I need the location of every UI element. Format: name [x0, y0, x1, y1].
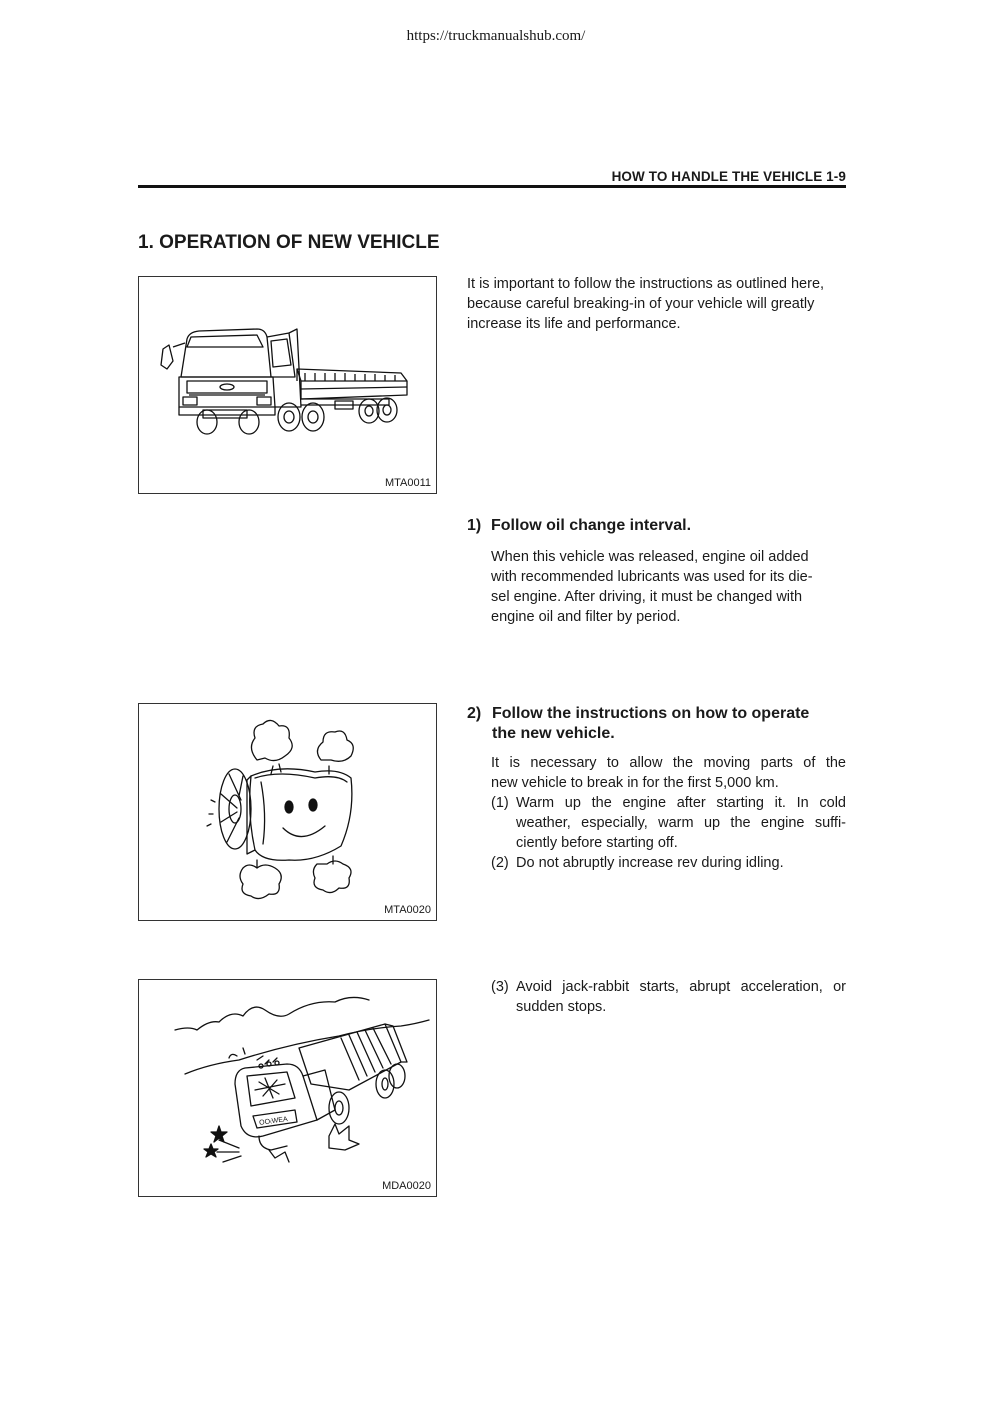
- figure-engine: [138, 703, 437, 921]
- subitem-3: [491, 977, 846, 1017]
- subitem-number: (1): [491, 795, 509, 811]
- intro-paragraph: [467, 274, 847, 334]
- figure-code: MDA0020: [382, 1180, 431, 1192]
- item2-line: new vehicle to break in for the first 5,000 km.: [491, 775, 779, 791]
- item1-line: with recommended lubricants was used for its die-: [491, 569, 813, 585]
- subitem-2: [491, 853, 846, 873]
- item1-heading: [467, 516, 847, 536]
- intro-line: increase its life and performance.: [467, 316, 681, 332]
- intro-line: It is important to follow the instructions as outlined here,: [467, 276, 825, 292]
- item1-line: When this vehicle was released, engine oil added: [491, 549, 809, 565]
- subitem-number: (2): [491, 855, 509, 871]
- subitem-line: ciently before starting off.: [516, 835, 678, 851]
- figure-crash: [138, 979, 437, 1197]
- figure-truck: [138, 276, 437, 494]
- subitem-line: Avoid jack-rabbit starts, abrupt acceleration, or: [516, 979, 846, 995]
- subitem-number: (3): [491, 979, 509, 995]
- running-header: HOW TO HANDLE THE VEHICLE 1-9: [611, 169, 846, 184]
- dump-truck-crash-cartoon: [139, 980, 436, 1196]
- item2-body: [491, 753, 846, 873]
- subitem-line: sudden stops.: [516, 999, 607, 1015]
- item1-body: [491, 547, 846, 627]
- svg-text:OO₍WEA: OO₍WEA: [258, 1115, 289, 1127]
- figure-code: MTA0011: [384, 477, 431, 489]
- item2-line: It is necessary to allow the moving parts of the: [491, 755, 846, 771]
- cargo-truck-illustration: [139, 277, 436, 493]
- header-rule: [138, 185, 846, 188]
- item1-title: Follow oil change interval.: [491, 517, 692, 534]
- item2-heading: [467, 704, 847, 744]
- item2-title-line: the new vehicle.: [492, 725, 615, 742]
- site-url: https://truckmanualshub.com/: [406, 28, 586, 44]
- item1-line: engine oil and filter by period.: [491, 609, 681, 625]
- item2-title-line: Follow the instructions on how to operate: [492, 705, 810, 722]
- item1-line: sel engine. After driving, it must be changed with: [491, 589, 803, 605]
- overheated-engine-cartoon: [139, 704, 436, 920]
- figure-code: MTA0020: [384, 904, 431, 916]
- intro-line: because careful breaking-in of your vehicle will greatly: [467, 296, 815, 312]
- subitem-line: Do not abruptly increase rev during idling.: [516, 855, 784, 871]
- section-title: 1. OPERATION OF NEW VEHICLE: [138, 232, 440, 253]
- subitem-line: Warm up the engine after starting it. In cold: [516, 795, 846, 811]
- subitem-line: weather, especially, warm up the engine suffi-: [516, 815, 846, 831]
- subitem-1: [491, 793, 846, 853]
- item2-number: 2): [467, 705, 482, 722]
- item1-number: 1): [467, 517, 482, 534]
